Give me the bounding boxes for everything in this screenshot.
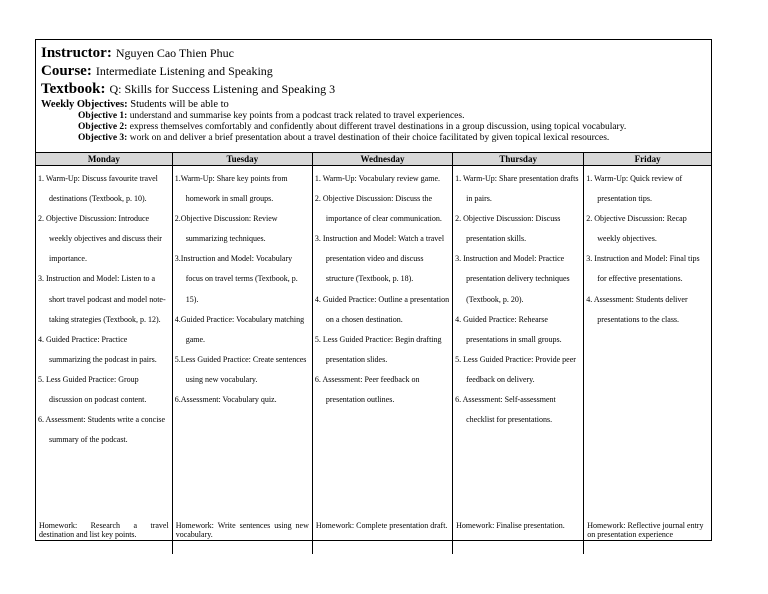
objective-label: Objective 2: [78,122,128,132]
day-header-row [36,153,711,166]
wednesday-homework: Homework: Complete presentation draft. [315,521,448,530]
activity-item: 3.Instruction and Model: Vocabulary focus on travel terms (Textbook, p. 15). [174,254,298,304]
thursday-homework: Homework: Finalise presentation. [456,521,565,530]
activity-item: 6.Assessment: Vocabulary quiz. [174,395,277,405]
tuesday-activity-list [173,166,312,410]
thursday-activity-list [453,166,583,430]
weekly-objectives-row [41,99,711,111]
activity-item: 1.Warm-Up: Share key points from homework in small groups. [174,174,288,204]
tuesday-cell [172,166,312,555]
objective-text: understand and summarise key points from a podcast track related to travel experiences. [129,111,465,121]
weekly-objectives-label: Weekly Objectives: [41,99,128,110]
instructor-row [41,44,711,62]
activity-item: 1. Warm-Up: Vocabulary review game. [314,174,440,183]
course-name: Intermediate Listening and Speaking [95,64,273,78]
activity-item: 2. Objective Discussion: Discuss the importance of clear communication. [314,194,442,224]
activity-item: 6. Assessment: Students write a concise summary of the podcast. [38,415,166,445]
friday-homework: Homework: Reflective journal entry on presentation experience [587,521,704,539]
objective-2 [41,122,711,133]
objective-1 [41,111,711,122]
course-label: Course: [41,63,92,79]
textbook-name: Q: Skills for Success Listening and Speaking 3 [109,82,336,96]
day-header-friday: Friday [584,153,711,166]
activity-item: 1. Warm-Up: Quick review of presentation tips. [586,174,683,204]
activity-item: 3. Instruction and Model: Listen to a short travel podcast and model note-taking strategies (Textbook, p. 12). [38,274,166,324]
day-header-monday: Monday [36,153,172,166]
textbook-label: Textbook: [41,81,106,97]
activity-item: 1. Warm-Up: Discuss favourite travel destinations (Textbook, p. 10). [38,174,158,204]
activity-item: 4. Assessment: Students deliver presentations to the class. [586,294,688,324]
activity-item: 1. Warm-Up: Share presentation drafts in pairs. [455,174,579,204]
activity-item: 5.Less Guided Practice: Create sentences using new vocabulary. [174,354,307,384]
day-header-thursday: Thursday [453,153,584,166]
activity-item: 4. Guided Practice: Practice summarizing the podcast in pairs. [38,334,157,364]
textbook-row [41,80,711,98]
friday-cell [584,166,711,555]
weekly-objectives-intro: Students will be able to [130,99,229,110]
activity-item: 2. Objective Discussion: Recap weekly objectives. [586,214,687,244]
activity-item: 4. Guided Practice: Outline a presentation on a chosen destination. [314,294,450,324]
activity-item: 5. Less Guided Practice: Provide peer feedback on delivery. [455,354,576,384]
weekly-plan-table [36,152,711,554]
thursday-cell [453,166,584,555]
activity-item: 2. Objective Discussion: Discuss presentation skills. [455,214,561,244]
activity-item: 4. Guided Practice: Rehearse presentations in small groups. [455,314,562,344]
instructor-name: Nguyen Cao Thien Phuc [115,46,234,60]
activities-row [36,166,711,555]
objective-3 [41,133,711,144]
day-header-wednesday: Wednesday [312,153,452,166]
instructor-label: Instructor: [41,45,112,61]
monday-homework: Homework: Research a travel destination and list key points. [39,521,169,539]
objective-text: express themselves comfortably and confidently about different travel destinations in a group discussion, using topical vocabulary. [129,122,627,132]
monday-activity-list [36,166,172,450]
activity-item: 2. Objective Discussion: Introduce weekly objectives and discuss their importance. [38,214,162,264]
monday-cell [36,166,172,555]
course-row [41,62,711,80]
activity-item: 4.Guided Practice: Vocabulary matching game. [174,314,305,344]
activity-item: 3. Instruction and Model: Final tips for effective presentations. [586,254,700,284]
activity-item: 5. Less Guided Practice: Begin drafting presentation slides. [314,334,442,364]
activity-item: 3. Instruction and Model: Practice presentation delivery techniques (Textbook, p. 20). [455,254,570,304]
activity-item: 6. Assessment: Self-assessment checklist for presentations. [455,395,556,425]
objective-label: Objective 3: [78,133,128,143]
objective-label: Objective 1: [78,111,128,121]
lesson-plan-sheet [35,39,712,541]
activity-item: 6. Assessment: Peer feedback on presentation outlines. [314,374,420,405]
friday-activity-list [584,166,711,330]
activity-item: 3. Instruction and Model: Watch a travel presentation video and discuss structure (Textbook, p. 18). [314,234,445,284]
wednesday-cell [312,166,452,555]
day-header-tuesday: Tuesday [172,153,312,166]
objective-text: work on and deliver a brief presentation about a travel destination of their choice facilitated by given topical lexical resources. [129,133,610,143]
activity-item: 5. Less Guided Practice: Group discussion on podcast content. [38,374,147,405]
wednesday-activity-list [313,166,452,410]
activity-item: 2.Objective Discussion: Review summarizing techniques. [174,214,278,244]
tuesday-homework: Homework: Write sentences using new vocabulary. [175,521,309,539]
lesson-plan-header [36,40,711,152]
